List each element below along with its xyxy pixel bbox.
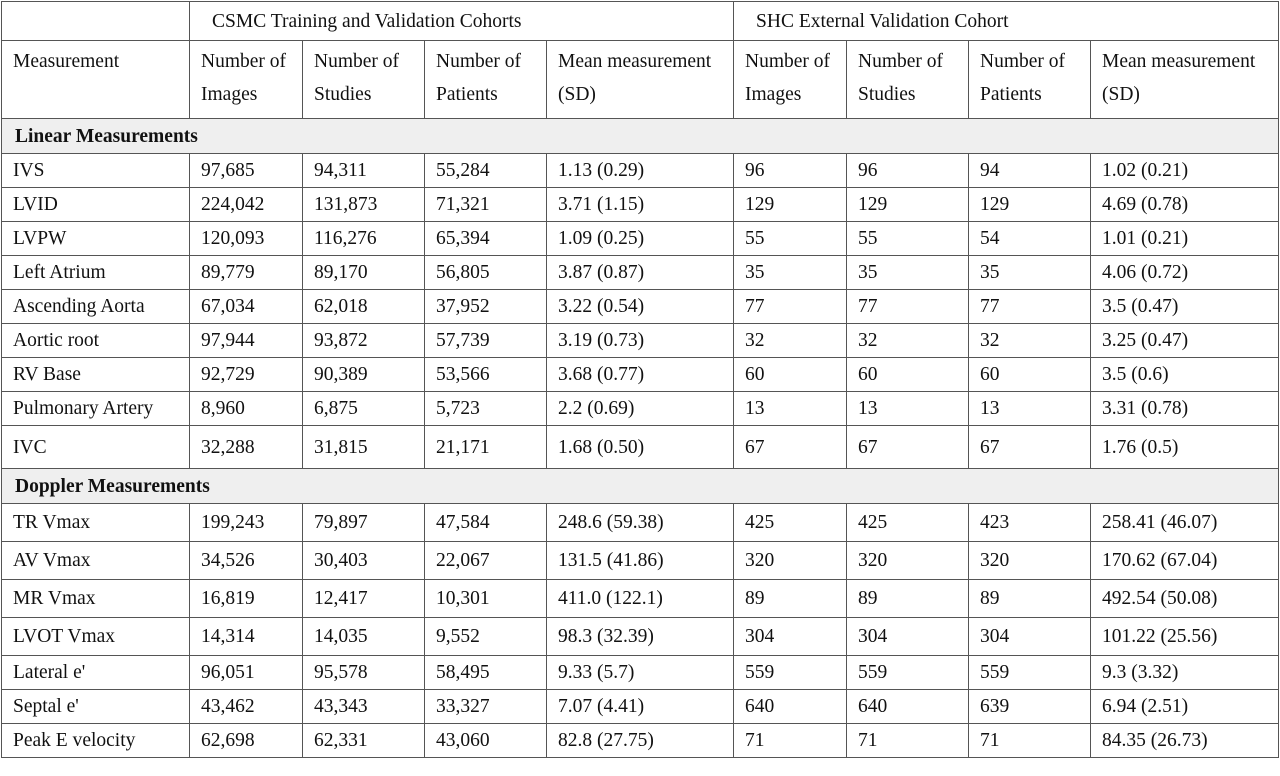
measurement-name-cell: IVS [2, 154, 190, 188]
shc-cohort-header: SHC External Validation Cohort [734, 2, 1279, 41]
csmc-images-cell: 97,944 [190, 324, 303, 358]
shc-studies-cell: 32 [847, 324, 969, 358]
csmc-images-cell: 34,526 [190, 542, 303, 580]
shc-mean-cell: 4.69 (0.78) [1091, 188, 1279, 222]
csmc-cohort-header: CSMC Training and Validation Cohorts [190, 2, 734, 41]
shc-mean-cell: 1.01 (0.21) [1091, 222, 1279, 256]
table-row [2, 290, 1279, 324]
shc-images-cell: 77 [734, 290, 847, 324]
shc-images-column-header: Number of Images [734, 41, 847, 119]
measurement-name-cell: RV Base [2, 358, 190, 392]
shc-studies-cell: 320 [847, 542, 969, 580]
csmc-studies-cell: 6,875 [303, 392, 425, 426]
csmc-studies-cell: 14,035 [303, 618, 425, 656]
shc-images-cell: 71 [734, 724, 847, 758]
table-row [2, 690, 1279, 724]
shc-studies-cell: 304 [847, 618, 969, 656]
measurement-name-cell: AV Vmax [2, 542, 190, 580]
csmc-mean-cell: 82.8 (27.75) [547, 724, 734, 758]
csmc-studies-cell: 30,403 [303, 542, 425, 580]
csmc-patients-cell: 33,327 [425, 690, 547, 724]
csmc-patients-cell: 9,552 [425, 618, 547, 656]
csmc-images-cell: 8,960 [190, 392, 303, 426]
shc-mean-column-header: Mean measurement (SD) [1091, 41, 1279, 119]
shc-mean-cell: 84.35 (26.73) [1091, 724, 1279, 758]
shc-studies-cell: 60 [847, 358, 969, 392]
corner-cell [2, 2, 190, 41]
csmc-images-cell: 120,093 [190, 222, 303, 256]
measurement-name-cell: Left Atrium [2, 256, 190, 290]
csmc-patients-cell: 21,171 [425, 426, 547, 469]
shc-images-cell: 13 [734, 392, 847, 426]
shc-studies-cell: 129 [847, 188, 969, 222]
csmc-studies-cell: 62,018 [303, 290, 425, 324]
shc-patients-cell: 559 [969, 656, 1091, 690]
shc-patients-cell: 32 [969, 324, 1091, 358]
measurement-name-cell: IVC [2, 426, 190, 469]
csmc-studies-cell: 94,311 [303, 154, 425, 188]
shc-mean-cell: 3.31 (0.78) [1091, 392, 1279, 426]
csmc-mean-cell: 131.5 (41.86) [547, 542, 734, 580]
shc-studies-cell: 67 [847, 426, 969, 469]
shc-patients-cell: 13 [969, 392, 1091, 426]
table-row [2, 392, 1279, 426]
csmc-studies-cell: 90,389 [303, 358, 425, 392]
csmc-studies-cell: 93,872 [303, 324, 425, 358]
csmc-patients-cell: 47,584 [425, 504, 547, 542]
csmc-patients-cell: 43,060 [425, 724, 547, 758]
measurement-name-cell: TR Vmax [2, 504, 190, 542]
shc-images-cell: 32 [734, 324, 847, 358]
section-title: Linear Measurements [2, 119, 1279, 154]
csmc-studies-cell: 62,331 [303, 724, 425, 758]
csmc-mean-cell: 248.6 (59.38) [547, 504, 734, 542]
shc-mean-cell: 3.5 (0.6) [1091, 358, 1279, 392]
shc-patients-cell: 60 [969, 358, 1091, 392]
measurement-name-cell: Septal e' [2, 690, 190, 724]
csmc-images-cell: 32,288 [190, 426, 303, 469]
csmc-mean-cell: 1.09 (0.25) [547, 222, 734, 256]
shc-patients-cell: 35 [969, 256, 1091, 290]
shc-images-cell: 55 [734, 222, 847, 256]
csmc-mean-cell: 3.19 (0.73) [547, 324, 734, 358]
shc-mean-cell: 3.5 (0.47) [1091, 290, 1279, 324]
table-row [2, 188, 1279, 222]
shc-mean-cell: 258.41 (46.07) [1091, 504, 1279, 542]
measurement-name-cell: Lateral e' [2, 656, 190, 690]
shc-mean-cell: 3.25 (0.47) [1091, 324, 1279, 358]
csmc-studies-cell: 116,276 [303, 222, 425, 256]
measurement-name-cell: LVOT Vmax [2, 618, 190, 656]
shc-studies-cell: 640 [847, 690, 969, 724]
csmc-mean-cell: 1.13 (0.29) [547, 154, 734, 188]
shc-patients-cell: 639 [969, 690, 1091, 724]
shc-mean-cell: 1.76 (0.5) [1091, 426, 1279, 469]
table-row [2, 542, 1279, 580]
shc-studies-cell: 13 [847, 392, 969, 426]
csmc-patients-cell: 71,321 [425, 188, 547, 222]
csmc-images-cell: 14,314 [190, 618, 303, 656]
measurement-name-cell: Ascending Aorta [2, 290, 190, 324]
csmc-patients-cell: 57,739 [425, 324, 547, 358]
csmc-patients-cell: 10,301 [425, 580, 547, 618]
shc-studies-cell: 96 [847, 154, 969, 188]
csmc-mean-cell: 411.0 (122.1) [547, 580, 734, 618]
csmc-patients-cell: 65,394 [425, 222, 547, 256]
shc-patients-cell: 129 [969, 188, 1091, 222]
shc-images-cell: 35 [734, 256, 847, 290]
measurement-name-cell: LVPW [2, 222, 190, 256]
csmc-images-column-header: Number of Images [190, 41, 303, 119]
table-row [2, 154, 1279, 188]
table-row [2, 256, 1279, 290]
shc-patients-cell: 54 [969, 222, 1091, 256]
shc-patients-cell: 67 [969, 426, 1091, 469]
shc-mean-cell: 1.02 (0.21) [1091, 154, 1279, 188]
csmc-patients-cell: 22,067 [425, 542, 547, 580]
shc-patients-cell: 304 [969, 618, 1091, 656]
measurement-name-cell: Aortic root [2, 324, 190, 358]
csmc-studies-cell: 12,417 [303, 580, 425, 618]
csmc-mean-cell: 3.68 (0.77) [547, 358, 734, 392]
csmc-mean-cell: 1.68 (0.50) [547, 426, 734, 469]
shc-images-cell: 60 [734, 358, 847, 392]
shc-patients-cell: 423 [969, 504, 1091, 542]
shc-images-cell: 304 [734, 618, 847, 656]
csmc-studies-cell: 31,815 [303, 426, 425, 469]
shc-patients-cell: 89 [969, 580, 1091, 618]
csmc-mean-cell: 9.33 (5.7) [547, 656, 734, 690]
cohort-measurement-table [1, 1, 1279, 758]
shc-images-cell: 89 [734, 580, 847, 618]
shc-mean-cell: 9.3 (3.32) [1091, 656, 1279, 690]
section-header-row [2, 119, 1279, 154]
column-header-row [2, 41, 1279, 119]
csmc-images-cell: 89,779 [190, 256, 303, 290]
csmc-patients-cell: 5,723 [425, 392, 547, 426]
csmc-mean-cell: 3.87 (0.87) [547, 256, 734, 290]
csmc-mean-column-header: Mean measurement (SD) [547, 41, 734, 119]
shc-studies-column-header: Number of Studies [847, 41, 969, 119]
csmc-patients-cell: 55,284 [425, 154, 547, 188]
shc-mean-cell: 492.54 (50.08) [1091, 580, 1279, 618]
section-title: Doppler Measurements [2, 469, 1279, 504]
table-row [2, 724, 1279, 758]
shc-studies-cell: 71 [847, 724, 969, 758]
cohort-header-row [2, 2, 1279, 41]
table-row [2, 504, 1279, 542]
csmc-patients-cell: 53,566 [425, 358, 547, 392]
table-row [2, 426, 1279, 469]
csmc-images-cell: 92,729 [190, 358, 303, 392]
table-body [2, 119, 1279, 758]
csmc-studies-column-header: Number of Studies [303, 41, 425, 119]
csmc-studies-cell: 131,873 [303, 188, 425, 222]
shc-studies-cell: 559 [847, 656, 969, 690]
measurement-name-cell: Pulmonary Artery [2, 392, 190, 426]
csmc-mean-cell: 7.07 (4.41) [547, 690, 734, 724]
csmc-patients-column-header: Number of Patients [425, 41, 547, 119]
table-row [2, 222, 1279, 256]
table-row [2, 580, 1279, 618]
shc-patients-cell: 320 [969, 542, 1091, 580]
csmc-mean-cell: 2.2 (0.69) [547, 392, 734, 426]
shc-mean-cell: 170.62 (67.04) [1091, 542, 1279, 580]
csmc-patients-cell: 37,952 [425, 290, 547, 324]
shc-studies-cell: 89 [847, 580, 969, 618]
measurement-name-cell: MR Vmax [2, 580, 190, 618]
table-row [2, 324, 1279, 358]
csmc-studies-cell: 79,897 [303, 504, 425, 542]
shc-images-cell: 129 [734, 188, 847, 222]
csmc-studies-cell: 43,343 [303, 690, 425, 724]
csmc-patients-cell: 58,495 [425, 656, 547, 690]
table-row [2, 618, 1279, 656]
shc-images-cell: 640 [734, 690, 847, 724]
shc-studies-cell: 425 [847, 504, 969, 542]
csmc-mean-cell: 3.71 (1.15) [547, 188, 734, 222]
csmc-images-cell: 62,698 [190, 724, 303, 758]
csmc-mean-cell: 3.22 (0.54) [547, 290, 734, 324]
csmc-images-cell: 96,051 [190, 656, 303, 690]
section-header-row [2, 469, 1279, 504]
shc-patients-column-header: Number of Patients [969, 41, 1091, 119]
shc-mean-cell: 6.94 (2.51) [1091, 690, 1279, 724]
csmc-images-cell: 97,685 [190, 154, 303, 188]
shc-patients-cell: 94 [969, 154, 1091, 188]
shc-patients-cell: 77 [969, 290, 1091, 324]
csmc-images-cell: 199,243 [190, 504, 303, 542]
shc-mean-cell: 101.22 (25.56) [1091, 618, 1279, 656]
csmc-images-cell: 67,034 [190, 290, 303, 324]
shc-images-cell: 96 [734, 154, 847, 188]
shc-images-cell: 559 [734, 656, 847, 690]
shc-mean-cell: 4.06 (0.72) [1091, 256, 1279, 290]
shc-studies-cell: 35 [847, 256, 969, 290]
shc-images-cell: 67 [734, 426, 847, 469]
csmc-patients-cell: 56,805 [425, 256, 547, 290]
csmc-images-cell: 16,819 [190, 580, 303, 618]
shc-images-cell: 320 [734, 542, 847, 580]
csmc-studies-cell: 95,578 [303, 656, 425, 690]
csmc-mean-cell: 98.3 (32.39) [547, 618, 734, 656]
table-row [2, 656, 1279, 690]
measurement-name-cell: LVID [2, 188, 190, 222]
shc-patients-cell: 71 [969, 724, 1091, 758]
shc-studies-cell: 77 [847, 290, 969, 324]
measurement-column-header: Measurement [2, 41, 190, 119]
csmc-images-cell: 43,462 [190, 690, 303, 724]
table-row [2, 358, 1279, 392]
csmc-studies-cell: 89,170 [303, 256, 425, 290]
measurement-name-cell: Peak E velocity [2, 724, 190, 758]
csmc-images-cell: 224,042 [190, 188, 303, 222]
shc-images-cell: 425 [734, 504, 847, 542]
shc-studies-cell: 55 [847, 222, 969, 256]
